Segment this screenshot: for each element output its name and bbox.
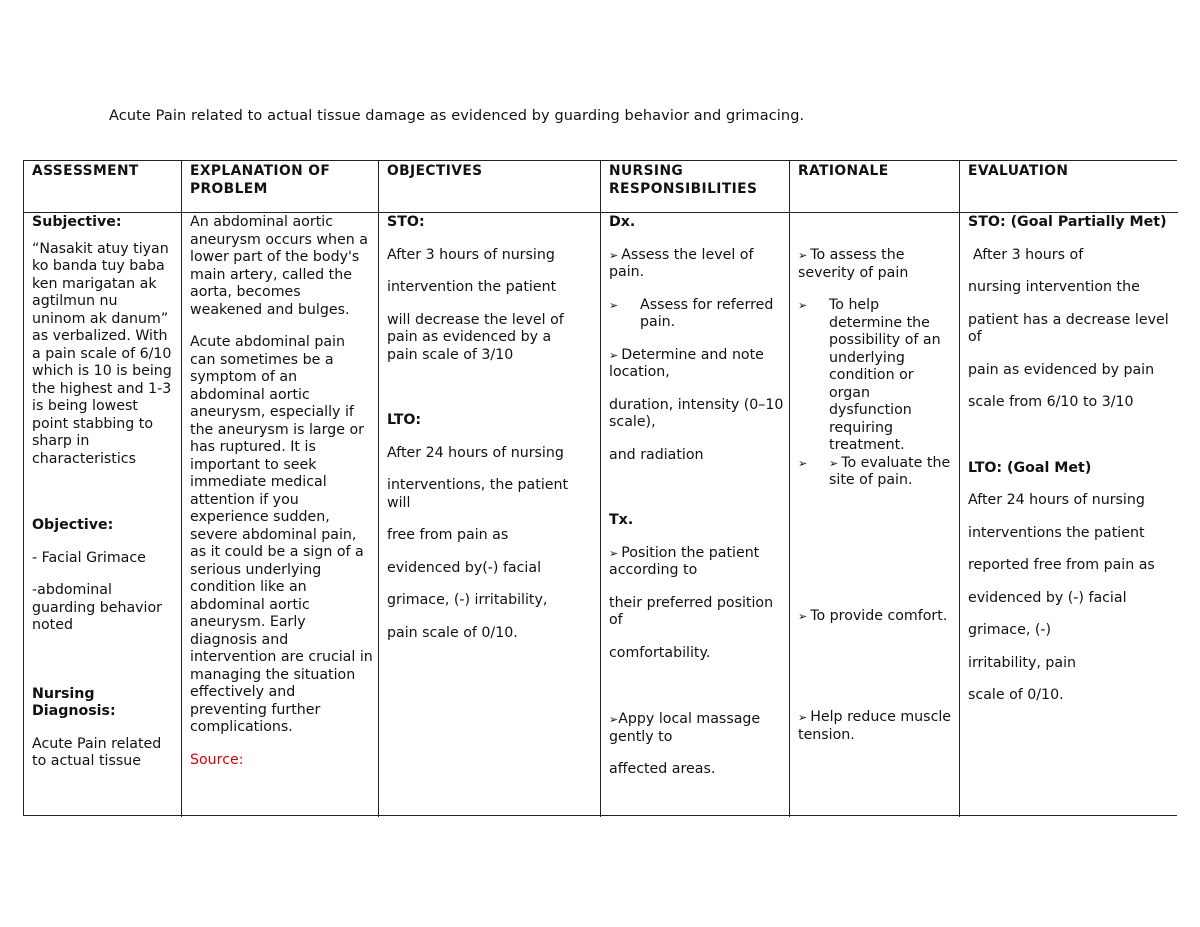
- explanation-paragraph: An abdominal aortic aneurysm occurs when a lower part of the body's main artery, called the aorta, becomes weakened and bulges.: [190, 214, 368, 318]
- rationale-item: ➢ To provide comfort.: [798, 607, 948, 624]
- lto-text: interventions, the patient will: [387, 477, 569, 511]
- nursing-responsibilities-cell: [609, 214, 787, 779]
- sto-text: will decrease the level of pain as evidenced by a pain scale of 3/10: [387, 311, 564, 363]
- sto-goal-label: STO: (Goal Partially Met): [968, 214, 1167, 230]
- assessment-cell: [32, 214, 174, 771]
- tx-item-continued: their preferred position of: [609, 594, 774, 628]
- care-plan-table: [23, 160, 1177, 816]
- evaluation-text: scale from 6/10 to 3/10: [968, 394, 1134, 410]
- dx-item-continued: and radiation: [609, 446, 704, 463]
- sto-label: STO:: [387, 214, 425, 230]
- arrow-bullet-icon: ➢: [798, 609, 808, 623]
- lto-text: evidenced by(-) facial: [387, 559, 542, 576]
- tx-item: ➢Appy local massage gently to: [609, 711, 761, 745]
- objective-item: -abdominal guarding behavior noted: [32, 582, 163, 633]
- rationale-cell: [798, 247, 953, 744]
- tx-label: Tx.: [609, 512, 634, 528]
- explanation-cell: [190, 214, 373, 769]
- objective-item: - Facial Grimace: [32, 549, 146, 566]
- evaluation-text: evidenced by (-) facial: [968, 589, 1127, 606]
- evaluation-text: patient has a decrease level of: [968, 311, 1169, 345]
- evaluation-text: reported free from pain as: [968, 557, 1155, 573]
- sto-text: intervention the patient: [387, 279, 557, 295]
- subjective-text: “Nasakit atuy tiyan ko banda tuy baba ken marigatan ak agtilmun nu uninom ak danum” as verbalized. With a pain scale of 6/10 which is 10 is being the highest and 1-3 is being lowest point stabbing to sharp in characteristics: [32, 240, 172, 467]
- arrow-bullet-icon: ➢: [798, 249, 808, 262]
- rationale-item: ➢ ➢ To evaluate the site of pain.: [798, 454, 951, 488]
- dx-item: ➢ Assess for referred pain.: [609, 296, 774, 330]
- nursing-diagnosis-label: Nursing Diagnosis:: [32, 685, 116, 719]
- dx-item-continued: duration, intensity (0–10 scale),: [609, 396, 784, 430]
- header-nursing-responsibilities: NURSING RESPONSIBILITIES: [609, 163, 758, 197]
- header-rationale: RATIONALE: [798, 163, 889, 179]
- lto-text: After 24 hours of nursing: [387, 444, 564, 461]
- rationale-item: ➢ To help determine the possibility of an underlying condition or organ dysfunction requiring treatment.: [798, 297, 941, 453]
- header-objectives: OBJECTIVES: [387, 163, 483, 179]
- arrow-bullet-icon: ➢: [609, 546, 619, 560]
- column-divider: [600, 161, 601, 817]
- column-divider: [789, 161, 790, 817]
- evaluation-cell: [968, 214, 1173, 705]
- lto-goal-label: LTO: (Goal Met): [968, 459, 1092, 476]
- arrow-bullet-icon: ➢: [609, 298, 619, 312]
- evaluation-text: grimace, (-): [968, 622, 1052, 638]
- evaluation-text: nursing intervention the: [968, 279, 1140, 295]
- arrow-bullet-icon: ➢: [798, 299, 808, 312]
- evaluation-text: After 24 hours of nursing: [968, 492, 1145, 508]
- arrow-bullet-icon: ➢: [798, 456, 808, 470]
- arrow-bullet-icon: ➢: [609, 713, 619, 726]
- header-assessment: ASSESSMENT: [32, 163, 139, 179]
- lto-text: pain scale of 0/10.: [387, 624, 518, 641]
- subjective-label: Subjective:: [32, 214, 122, 230]
- document-title: Acute Pain related to actual tissue damage as evidenced by guarding behavior and grimacing.: [109, 108, 805, 124]
- header-evaluation: EVALUATION: [968, 163, 1069, 179]
- dx-label: Dx.: [609, 214, 636, 230]
- arrow-bullet-icon: ➢: [829, 456, 839, 470]
- arrow-bullet-icon: ➢: [798, 711, 808, 724]
- tx-item: ➢ Position the patient according to: [609, 544, 760, 578]
- evaluation-text: interventions the patient: [968, 524, 1145, 541]
- lto-text: free from pain as: [387, 527, 509, 543]
- column-divider: [181, 161, 182, 817]
- dx-item: ➢ Determine and note location,: [609, 346, 764, 380]
- objectives-cell: [387, 214, 597, 642]
- rationale-item: ➢ To assess the severity of pain: [798, 247, 909, 281]
- column-divider: [959, 161, 960, 817]
- source-label: Source:: [190, 751, 244, 768]
- column-divider: [378, 161, 379, 817]
- arrow-bullet-icon: ➢: [609, 348, 619, 362]
- sto-text: After 3 hours of nursing: [387, 246, 555, 263]
- evaluation-text: scale of 0/10.: [968, 687, 1064, 703]
- evaluation-text: pain as evidenced by pain: [968, 361, 1155, 378]
- dx-item: ➢ Assess the level of pain.: [609, 246, 754, 280]
- objective-label: Objective:: [32, 517, 114, 533]
- lto-label: LTO:: [387, 412, 422, 428]
- arrow-bullet-icon: ➢: [609, 248, 619, 262]
- nursing-diagnosis-text: Acute Pain related to actual tissue: [32, 735, 162, 769]
- explanation-paragraph: Acute abdominal pain can sometimes be a symptom of an abdominal aortic aneurysm, especially if the aneurysm is large or has ruptured. It is important to seek immediate medical attention if you experience sudden, severe abdominal pain, as it could be a sign of a serious underlying condition like an abdominal aortic aneurysm. Early diagnosis and intervention are crucial in managing the situation effectively and preventing further complications.: [190, 334, 373, 735]
- evaluation-text: irritability, pain: [968, 654, 1076, 671]
- lto-text: grimace, (-) irritability,: [387, 592, 548, 608]
- header-explanation: EXPLANATION OF PROBLEM: [190, 163, 331, 197]
- evaluation-text: After 3 hours of: [973, 246, 1084, 263]
- header-divider: [24, 212, 1178, 213]
- rationale-item: ➢ Help reduce muscle tension.: [798, 709, 952, 743]
- tx-item-continued: comfortability.: [609, 644, 711, 661]
- tx-item-continued: affected areas.: [609, 761, 716, 777]
